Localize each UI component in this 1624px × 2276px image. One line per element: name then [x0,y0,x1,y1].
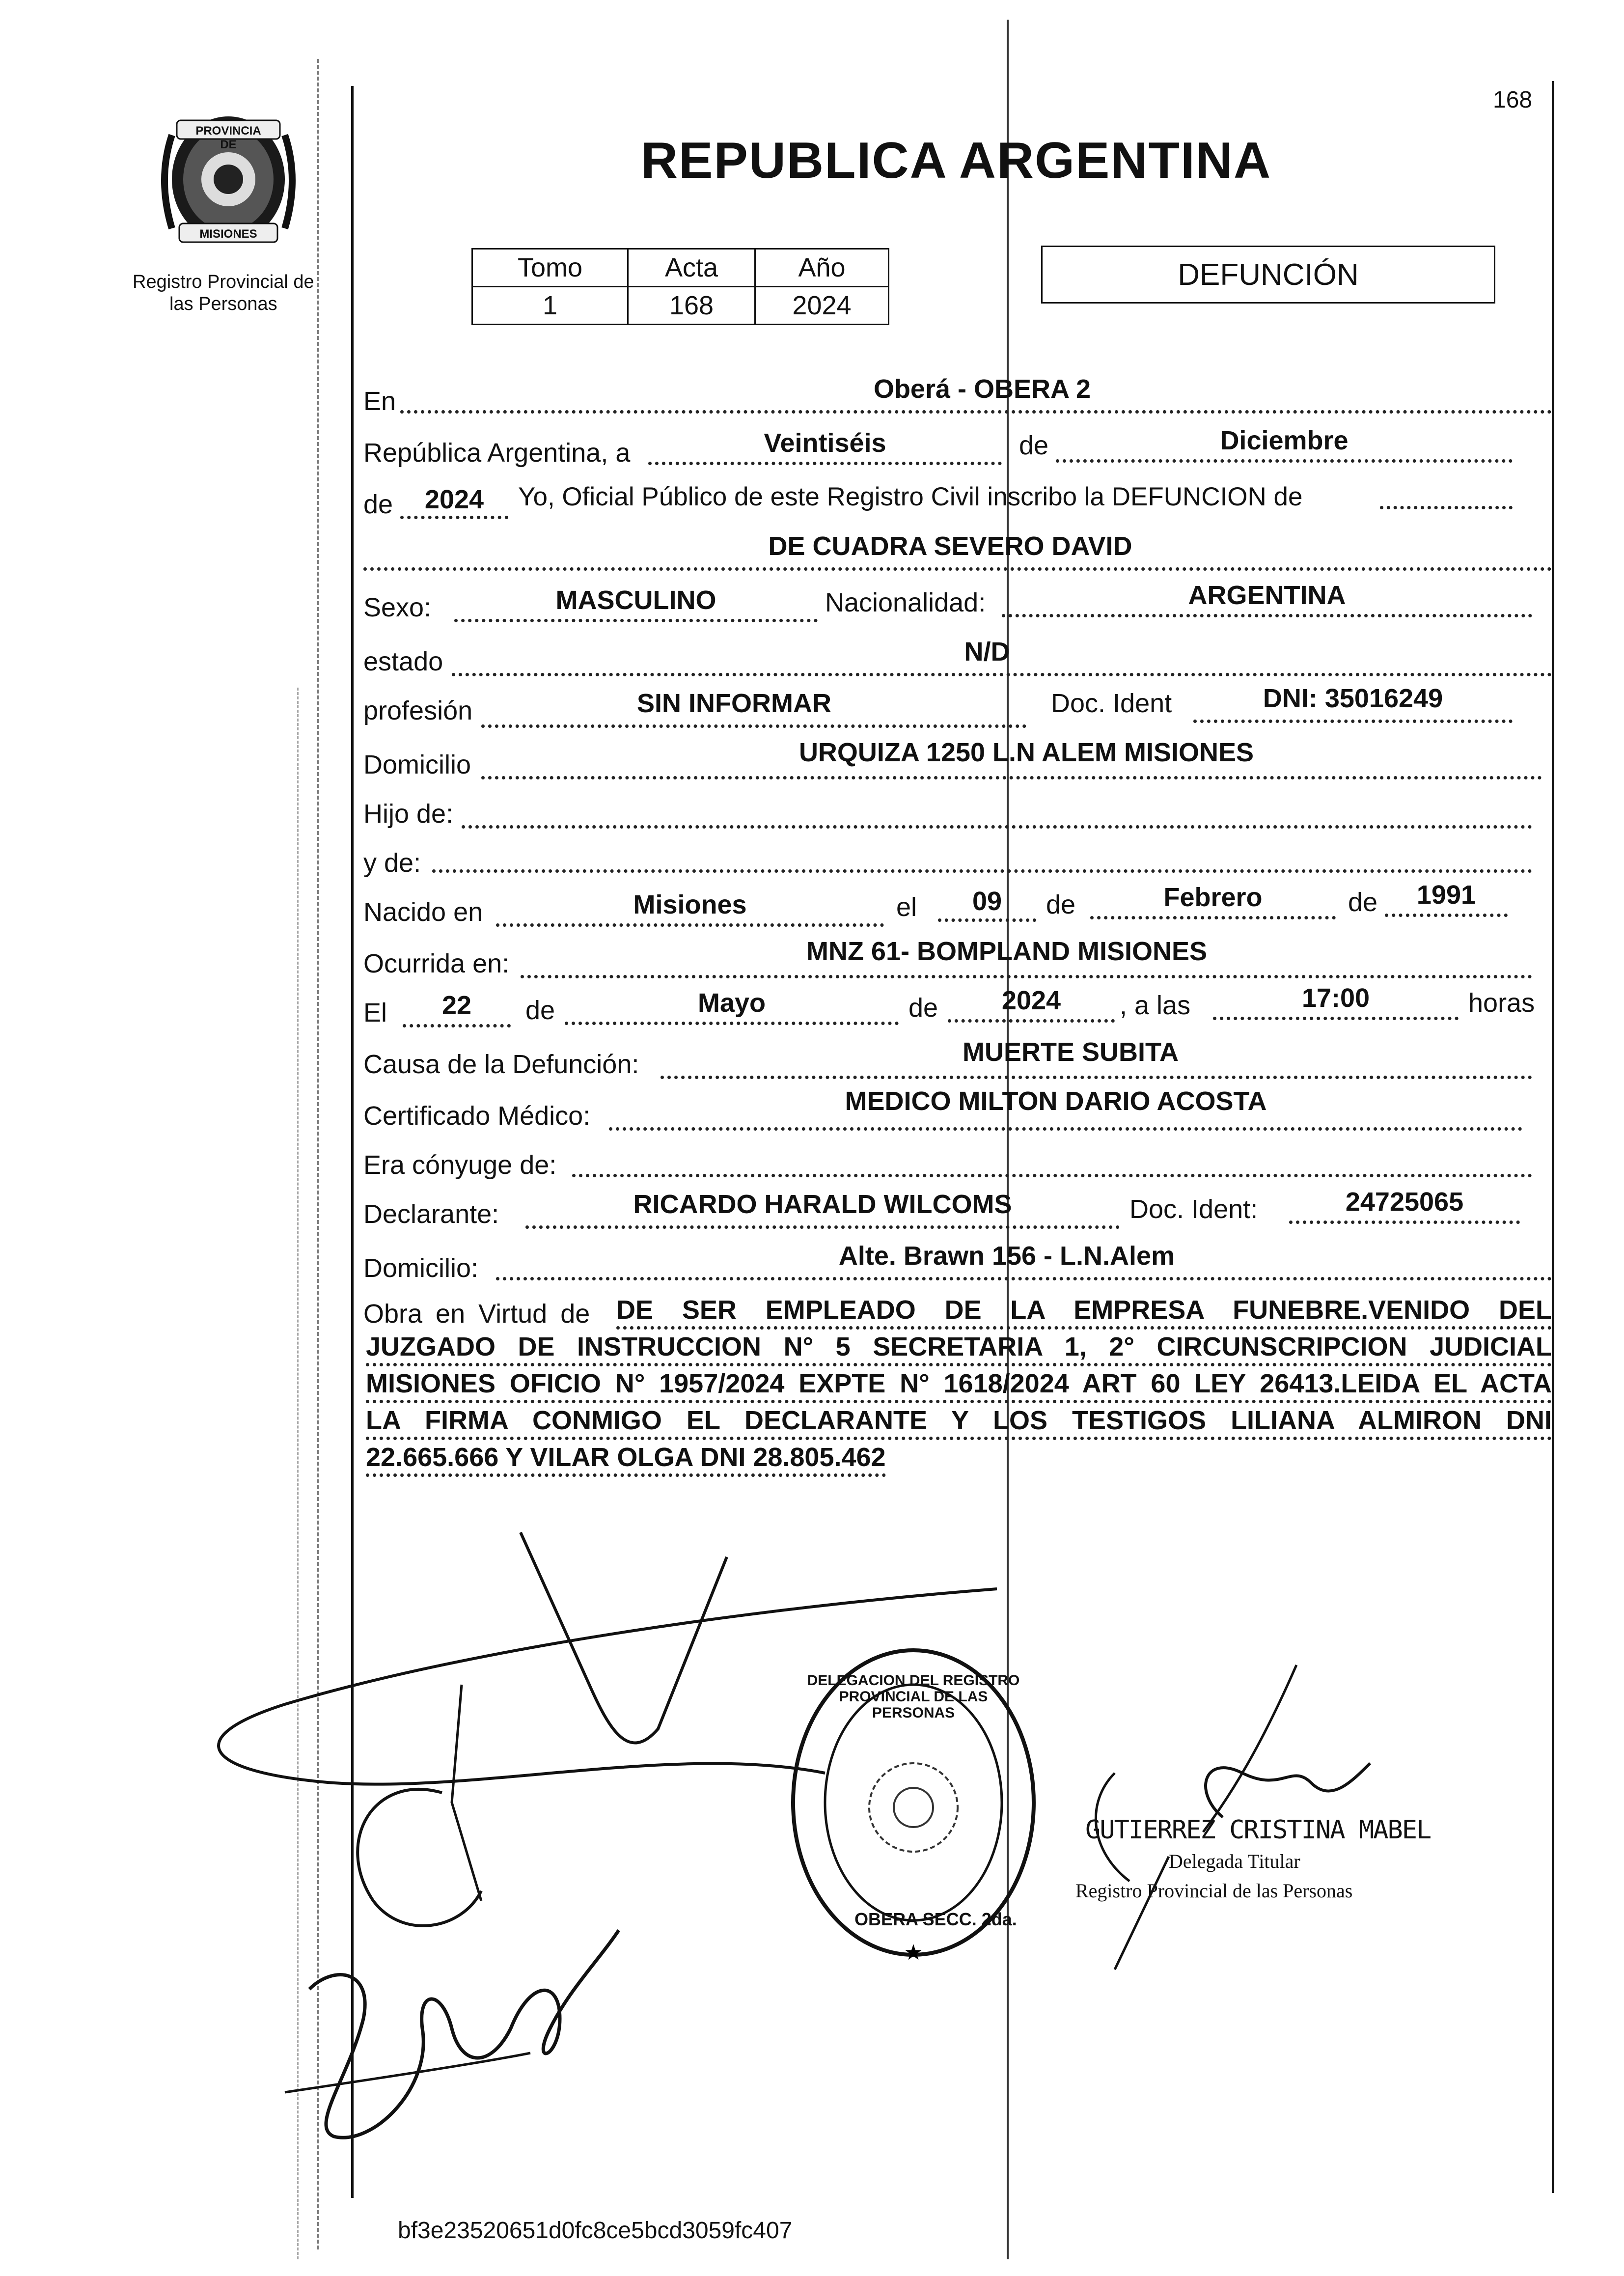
anio-line [400,516,508,519]
seal-text-top: PROVINCIA DE [195,124,261,151]
document-hash: bf3e23520651d0fc8ce5bcd3059fc407 [398,2218,793,2244]
de-label: de [1019,431,1049,460]
decl-dom-label: Domicilio: [363,1253,479,1283]
obra-line-1: DE SER EMPLEADO DE LA EMPRESA FUNEBRE.VENIDO DEL [616,1297,1552,1330]
def-hora-line [1213,1017,1459,1020]
stamp-ring-text: DELEGACION DEL REGISTRO PROVINCIAL DE LAS PERSONAS [807,1672,1020,1721]
nac-mes-line [1090,916,1336,919]
nacionalidad-line [1002,614,1532,617]
profesion-label: profesión [363,696,473,725]
decl-doc-label: Doc. Ident: [1129,1194,1258,1224]
alas-label: , a las [1120,991,1191,1020]
declarante-value: RICARDO HARALD WILCOMS [633,1190,1012,1219]
signatory-name: GUTIERREZ CRISTINA MABEL [1085,1815,1431,1845]
def-dia-line [403,1024,511,1027]
def-de2-label: de [908,993,938,1023]
conyuge-line [572,1174,1532,1177]
causa-line [661,1076,1532,1079]
nac-anio-line [1385,914,1508,917]
mes-value: Diciembre [1220,426,1349,455]
decl-dom-value: Alte. Brawn 156 - L.N.Alem [838,1241,1175,1271]
conyuge-label: Era cónyuge de: [363,1150,557,1180]
nac-dia-line [938,918,1036,922]
certificado-label: Certificado Médico: [363,1101,591,1131]
yde-line [432,869,1532,873]
nacido-line [496,923,884,927]
stamp-bottom-text: OBERA SECC. 2da. [854,1909,1017,1929]
el2-label: El [363,998,387,1027]
nacionalidad-value: ARGENTINA [1188,581,1346,610]
yde-label: y de: [363,848,421,878]
registry-label-1: Registro Provincial de [133,272,314,292]
en-label: En [363,387,396,416]
certificado-line [609,1127,1522,1131]
ocurrida-line [521,975,1532,978]
nombre-value: DE CUADRA SEVERO DAVID [768,531,1132,561]
dia-line [648,462,1002,465]
obra-label: Obra en Virtud de [363,1299,590,1329]
ocurrida-label: Ocurrida en: [363,949,510,978]
republica-label: República Argentina, a [363,438,631,468]
doc-ident-line [1193,720,1513,723]
def-de-label: de [525,996,555,1025]
table-header-anio: Año [754,248,889,287]
horas-label: horas [1468,988,1535,1018]
def-dia-value: 22 [441,991,472,1020]
svg-text:★: ★ [904,1940,923,1965]
signatory-office: Registro Provincial de las Personas [1075,1880,1353,1902]
causa-value: MUERTE SUBITA [963,1037,1179,1067]
nac-anio-value: 1991 [1416,880,1476,910]
nac-de-label: de [1046,890,1076,919]
domicilio-value: URQUIZA 1250 L.N ALEM MISIONES [798,738,1254,767]
en-line [400,410,1552,414]
sexo-line [454,619,818,622]
el-label: el [896,892,917,922]
causa-label: Causa de la Defunción: [363,1050,639,1079]
decl-doc-line [1289,1221,1520,1224]
ocurrida-value: MNZ 61- BOMPLAND MISIONES [806,937,1208,966]
mes-line [1056,459,1513,463]
nac-dia-value: 09 [972,887,1002,916]
def-anio-value: 2024 [1001,986,1061,1015]
def-hora-value: 17:00 [1301,983,1370,1013]
page-number: 168 [1493,87,1533,113]
decl-dom-line [496,1277,1552,1280]
yo-trailing-line [1380,506,1513,509]
nacido-label: Nacido en [363,897,483,927]
obra-line-2: JUZGADO DE INSTRUCCION N° 5 SECRETARIA 1, 2° CIRCUNSCRIPCION JUDICIAL [366,1333,1552,1366]
hijo-label: Hijo de: [363,799,454,829]
en-value: Oberá - OBERA 2 [873,374,1091,404]
table-header-tomo: Tomo [471,248,629,287]
de2-label: de [363,490,393,519]
estado-value: N/D [964,637,1010,666]
yo-text: Yo, Oficial Público de este Registro Civil inscribo la DEFUNCION de [518,482,1303,511]
def-mes-value: Mayo [697,988,766,1018]
domicilio-line [481,776,1542,779]
profesion-line [481,724,1026,728]
signatory-role: Delegada Titular [1169,1850,1300,1872]
obra-line-5: 22.665.666 Y VILAR OLGA DNI 28.805.462 [366,1444,886,1477]
table-cell-anio: 2024 [754,286,889,325]
certificado-value: MEDICO MILTON DARIO ACOSTA [845,1086,1267,1116]
def-anio-line [948,1019,1115,1023]
frame-right-line [1552,81,1554,2193]
domicilio-label: Domicilio [363,750,471,779]
profesion-value: SIN INFORMAR [637,689,831,718]
dia-value: Veintiséis [764,428,886,458]
doc-ident-label: Doc. Ident [1051,689,1172,718]
declarante-line [525,1225,1120,1229]
coat-of-arms-seal [157,106,300,253]
table-cell-acta: 168 [627,286,756,325]
nombre-line [363,567,1552,571]
page-title: REPUBLICA ARGENTINA [641,132,1272,189]
seal-text-bottom: MISIONES [199,227,257,241]
sexo-label: Sexo: [363,593,432,622]
registry-label-2: las Personas [169,294,277,314]
estado-label: estado [363,647,443,676]
hijo-line [462,825,1532,829]
nacido-value: Misiones [633,890,747,919]
doc-ident-value: DNI: 35016249 [1263,684,1443,713]
doc-type-box: DEFUNCIÓN [1041,246,1495,304]
table-header-acta: Acta [627,248,756,287]
sexo-value: MASCULINO [555,585,716,615]
obra-line-4: LA FIRMA CONMIGO EL DECLARANTE Y LOS TESTIGOS LILIANA ALMIRON DNI [366,1407,1552,1440]
declarante-label: Declarante: [363,1199,499,1229]
estado-line [452,673,1552,676]
decl-doc-value: 24725065 [1345,1187,1464,1217]
table-cell-tomo: 1 [471,286,629,325]
nacionalidad-label: Nacionalidad: [825,588,986,617]
def-mes-line [565,1022,899,1025]
obra-line-3: MISIONES OFICIO N° 1957/2024 EXPTE N° 1618/2024 ART 60 LEY 26413.LEIDA EL ACTA [366,1370,1552,1403]
nac-mes-value: Febrero [1163,883,1263,912]
nac-de2-label: de [1348,888,1378,917]
anio-value: 2024 [424,485,484,514]
